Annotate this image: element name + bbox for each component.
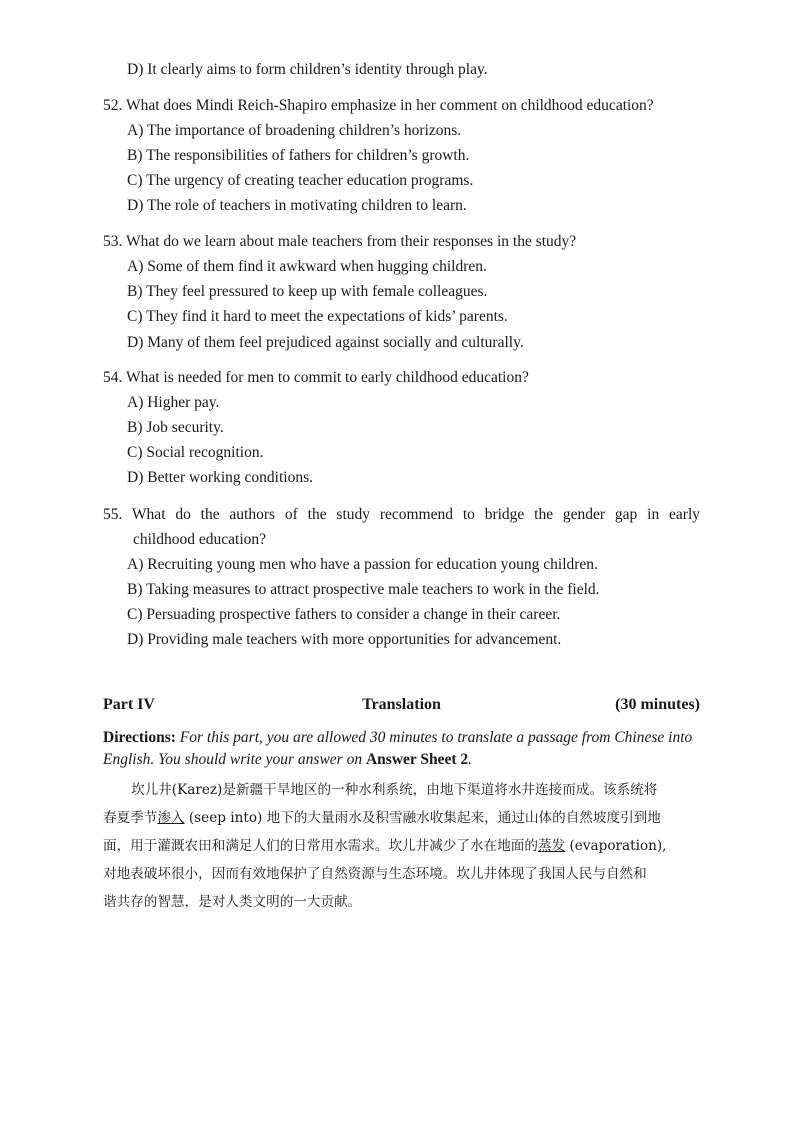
passage-line5: 谐共存的智慧，是对人类文明的一大贡献。 xyxy=(103,894,362,910)
part-title: Translation xyxy=(362,696,441,713)
q54-option-a: A) Higher pay. xyxy=(127,394,220,411)
q52-option-c: C) The urgency of creating teacher education programs. xyxy=(127,172,474,189)
directions-label: Directions: xyxy=(103,729,176,746)
directions-text2: English. You should write your answer on xyxy=(103,751,363,768)
q51-option-d: D) It clearly aims to form children’s identity through play. xyxy=(127,61,488,78)
q52-stem: 52. What does Mindi Reich-Shapiro emphasize in her comment on childhood education? xyxy=(103,97,654,114)
q52-option-a: A) The importance of broadening children’s horizons. xyxy=(127,122,462,139)
q53-option-a: A) Some of them find it awkward when hugging children. xyxy=(127,258,487,275)
part-time: (30 minutes) xyxy=(615,696,700,713)
q55-stem-line2: childhood education? xyxy=(133,531,266,548)
directions-text1: For this part, you are allowed 30 minutes to translate a passage from Chinese into xyxy=(179,729,693,746)
q53-stem: 53. What do we learn about male teachers from their responses in the study? xyxy=(103,233,577,250)
q53-option-c: C) They find it hard to meet the expectations of kids’ parents. xyxy=(127,308,508,325)
q54-option-b: B) Job security. xyxy=(127,419,224,436)
passage-line2-b: (seep into) 地下的大量雨水及积雪融水收集起来，通过山体的自然坡度引到地 xyxy=(184,810,661,826)
q54-option-c: C) Social recognition. xyxy=(127,444,264,461)
q55-option-b: B) Taking measures to attract prospective male teachers to work in the field. xyxy=(127,581,600,598)
passage-line2-a: 春夏季节 xyxy=(103,810,158,826)
passage-line3-b: (evaporation), xyxy=(565,838,667,854)
q53-option-b: B) They feel pressured to keep up with female colleagues. xyxy=(127,283,488,300)
q54-option-d: D) Better working conditions. xyxy=(127,469,313,486)
q55-option-c: C) Persuading prospective fathers to consider a change in their career. xyxy=(127,606,561,623)
passage-line3-a: 面，用于灌溉农田和满足人们的日常用水需求。坎儿井减少了水在地面的 xyxy=(103,838,538,854)
passage-line1: 坎儿井(Karez)是新疆干旱地区的一种水利系统，由地下渠道将水井连接而成。该系统将 xyxy=(131,782,658,798)
directions-line2 xyxy=(103,749,700,771)
q52-option-d: D) The role of teachers in motivating children to learn. xyxy=(127,197,467,214)
directions-line1 xyxy=(103,727,700,749)
q55-stem-line1: 55. What do the authors of the study recommend to bridge the gender gap in early xyxy=(103,506,700,523)
directions-sheet: Answer Sheet 2 xyxy=(365,751,469,768)
q55-option-a: A) Recruiting young men who have a passion for education young children. xyxy=(127,556,598,573)
passage-line3 xyxy=(103,836,700,856)
q55-option-d: D) Providing male teachers with more opportunities for advancement. xyxy=(127,631,562,648)
part-label: Part IV xyxy=(103,696,155,713)
passage-line2 xyxy=(103,808,700,828)
directions-end: . xyxy=(468,751,473,768)
q52-option-b: B) The responsibilities of fathers for children’s growth. xyxy=(127,147,470,164)
passage-seep-into: 渗入 xyxy=(157,810,185,826)
passage-evaporation: 蒸发 xyxy=(538,838,566,854)
q54-stem: 54. What is needed for men to commit to early childhood education? xyxy=(103,369,529,386)
q53-option-d: D) Many of them feel prejudiced against socially and culturally. xyxy=(127,334,524,351)
passage-line4: 对地表破坏很小，因而有效地保护了自然资源与生态环境。坎儿井体现了我国人民与自然和 xyxy=(103,866,647,882)
